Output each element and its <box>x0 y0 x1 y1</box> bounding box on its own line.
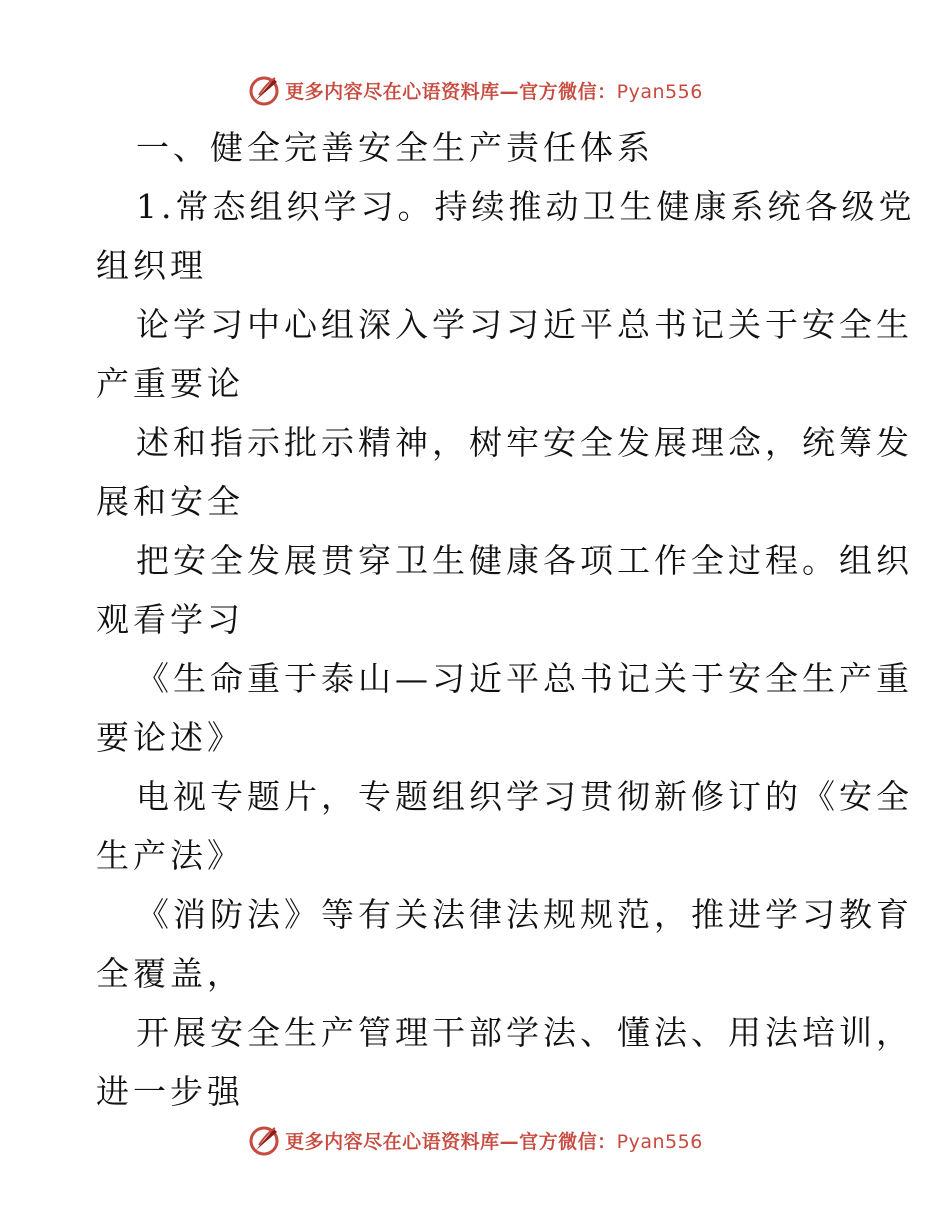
text-line: 生产法》 <box>96 836 244 875</box>
text-line: 《生命重于泰山—习近平总书记关于安全生产重 <box>136 659 913 698</box>
text-line: 进一步强 <box>96 1072 244 1111</box>
text-line: 论学习中心组深入学习习近平总书记关于安全生 <box>136 305 913 344</box>
text-line: 展和安全 <box>96 482 244 521</box>
text-line: 开展安全生产管理干部学法、懂法、用法培训， <box>136 1013 913 1052</box>
text-line: 电视专题片，专题组织学习贯彻新修订的《安全 <box>136 777 913 816</box>
feather-pen-logo-icon <box>247 73 281 107</box>
text-line: 述和指示批示精神，树牢安全发展理念，统筹发 <box>136 423 913 462</box>
text-line: 把安全发展贯穿卫生健康各项工作全过程。组织 <box>136 541 913 580</box>
header-watermark <box>0 70 950 110</box>
text-line: 全覆盖， <box>96 954 244 993</box>
text-line: 组织理 <box>96 246 207 285</box>
text-line: 观看学习 <box>96 600 244 639</box>
text-line: 产重要论 <box>96 364 244 403</box>
watermark-text: 更多内容尽在心语资料库—官方微信：Pyan556 <box>285 80 703 103</box>
footer-watermark <box>0 1120 950 1160</box>
text-line: 1.常态组织学习。持续推动卫生健康系统各级党 <box>136 187 916 226</box>
watermark-text: 更多内容尽在心语资料库—官方微信：Pyan556 <box>285 1130 703 1153</box>
text-line: 《消防法》等有关法律法规规范，推进学习教育 <box>136 895 913 934</box>
text-line: 要论述》 <box>96 718 244 757</box>
feather-pen-logo-icon <box>247 1123 281 1157</box>
document-body <box>96 118 916 1121</box>
text-line: 一、健全完善安全生产责任体系 <box>136 128 654 167</box>
